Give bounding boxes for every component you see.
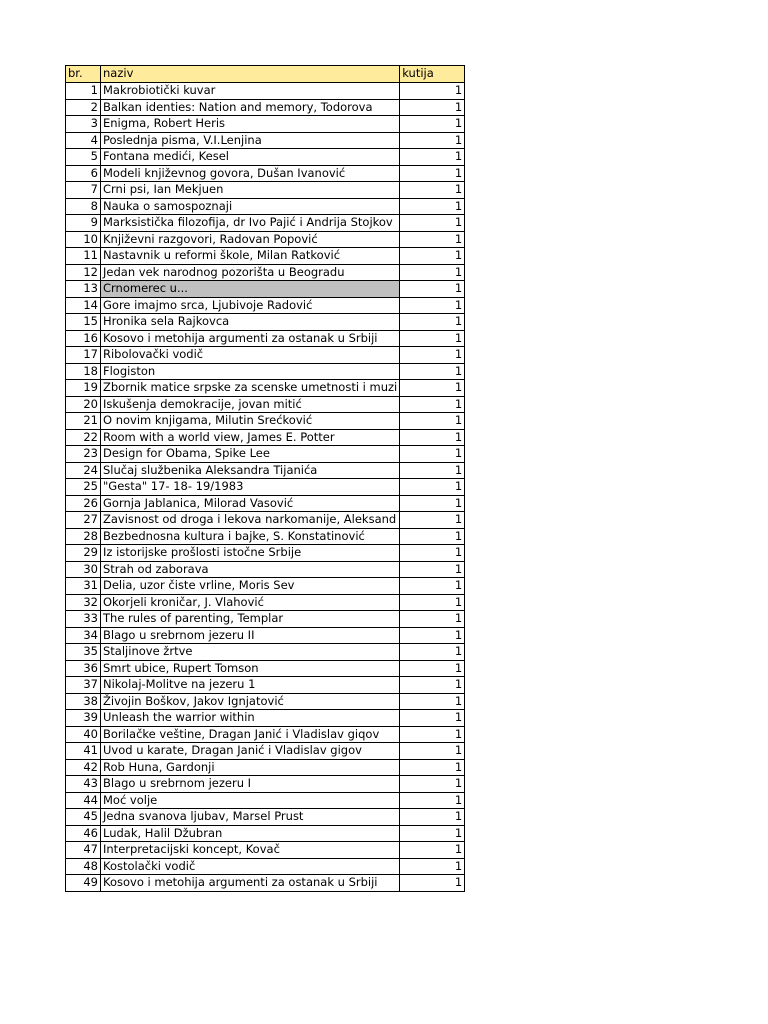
row-number-cell[interactable]: 25 [66, 479, 101, 496]
box-count-cell[interactable]: 1 [400, 875, 465, 892]
table-row [66, 561, 465, 578]
table-row [66, 627, 465, 644]
book-title-cell[interactable]: Crni psi, Ian Mekjuen [101, 182, 400, 199]
table-row [66, 215, 465, 232]
table-row [66, 264, 465, 281]
table-row [66, 380, 465, 397]
book-title-cell[interactable]: Iz istorijske prošlosti istočne Srbije [101, 545, 400, 562]
table-row [66, 132, 465, 149]
box-count-cell[interactable]: 1 [400, 611, 465, 628]
book-title-cell[interactable]: Nauka o samospoznaji [101, 198, 400, 215]
row-number-cell[interactable]: 20 [66, 396, 101, 413]
row-number-cell[interactable]: 18 [66, 363, 101, 380]
row-number-cell[interactable]: 45 [66, 809, 101, 826]
spreadsheet-table [65, 65, 465, 892]
row-number-cell[interactable]: 34 [66, 627, 101, 644]
row-number-cell[interactable]: 21 [66, 413, 101, 430]
box-count-cell[interactable]: 1 [400, 495, 465, 512]
table-row [66, 512, 465, 529]
column-header-title[interactable]: naziv [101, 66, 400, 83]
book-title-cell[interactable]: Balkan identies: Nation and memory, Todorova [101, 99, 400, 116]
box-count-cell[interactable]: 1 [400, 132, 465, 149]
table-row [66, 858, 465, 875]
book-title-cell[interactable]: Staljinove žrtve [101, 644, 400, 661]
table-row [66, 792, 465, 809]
table-header [66, 66, 465, 83]
box-count-cell[interactable]: 1 [400, 231, 465, 248]
row-number-cell[interactable]: 44 [66, 792, 101, 809]
row-number-cell[interactable]: 24 [66, 462, 101, 479]
book-title-cell[interactable]: "Gesta" 17- 18- 19/1983 [101, 479, 400, 496]
box-count-cell[interactable]: 1 [400, 264, 465, 281]
column-header-number[interactable]: br. [66, 66, 101, 83]
row-number-cell[interactable]: 49 [66, 875, 101, 892]
book-title-cell[interactable]: Design for Obama, Spike Lee [101, 446, 400, 463]
row-number-cell[interactable]: 12 [66, 264, 101, 281]
table-row [66, 677, 465, 694]
book-title-cell[interactable]: Unleash the warrior within [101, 710, 400, 727]
table-row [66, 314, 465, 331]
row-number-cell[interactable]: 27 [66, 512, 101, 529]
table-row [66, 363, 465, 380]
row-number-cell[interactable]: 31 [66, 578, 101, 595]
book-title-cell[interactable]: Blago u srebrnom jezeru II [101, 627, 400, 644]
box-count-cell[interactable]: 1 [400, 759, 465, 776]
book-title-cell[interactable]: Hronika sela Rajkovca [101, 314, 400, 331]
row-number-cell[interactable]: 26 [66, 495, 101, 512]
book-title-cell[interactable]: Uvod u karate, Dragan Janić i Vladislav gigov [101, 743, 400, 760]
box-count-cell[interactable]: 1 [400, 297, 465, 314]
row-number-cell[interactable]: 11 [66, 248, 101, 265]
table-row [66, 182, 465, 199]
book-title-cell[interactable]: Poslednja pisma, V.I.Lenjina [101, 132, 400, 149]
book-title-cell[interactable]: Borilačke veštine, Dragan Janić i Vladislav giqov [101, 726, 400, 743]
box-count-cell[interactable]: 1 [400, 561, 465, 578]
table-row [66, 495, 465, 512]
book-title-cell[interactable]: Okorjeli kroničar, J. Vlahović [101, 594, 400, 611]
row-number-cell[interactable]: 22 [66, 429, 101, 446]
row-number-cell[interactable]: 15 [66, 314, 101, 331]
book-title-cell[interactable]: Živojin Boškov, Jakov Ignjatović [101, 693, 400, 710]
row-number-cell[interactable]: 35 [66, 644, 101, 661]
book-title-cell[interactable]: Kostolački vodič [101, 858, 400, 875]
book-title-cell[interactable]: Room with a world view, James E. Potter [101, 429, 400, 446]
box-count-cell[interactable]: 1 [400, 726, 465, 743]
book-title-cell[interactable]: Smrt ubice, Rupert Tomson [101, 660, 400, 677]
column-header-box[interactable]: kutija [400, 66, 465, 83]
book-title-cell[interactable]: Strah od zaborava [101, 561, 400, 578]
table-row [66, 809, 465, 826]
table-row [66, 198, 465, 215]
row-number-cell[interactable]: 38 [66, 693, 101, 710]
row-number-cell[interactable]: 23 [66, 446, 101, 463]
row-number-cell[interactable]: 39 [66, 710, 101, 727]
box-count-cell[interactable]: 1 [400, 215, 465, 232]
box-count-cell[interactable]: 1 [400, 281, 465, 298]
box-count-cell[interactable]: 1 [400, 479, 465, 496]
row-number-cell[interactable]: 3 [66, 116, 101, 133]
table-row [66, 693, 465, 710]
box-count-cell[interactable]: 1 [400, 660, 465, 677]
table-row [66, 875, 465, 892]
row-number-cell[interactable]: 43 [66, 776, 101, 793]
row-number-cell[interactable]: 17 [66, 347, 101, 364]
row-number-cell[interactable]: 41 [66, 743, 101, 760]
row-number-cell[interactable]: 5 [66, 149, 101, 166]
book-title-cell[interactable]: Ludak, Halil Džubran [101, 825, 400, 842]
box-count-cell[interactable]: 1 [400, 776, 465, 793]
table-row [66, 644, 465, 661]
book-title-cell[interactable]: Modeli književnog govora, Dušan Ivanović [101, 165, 400, 182]
row-number-cell[interactable]: 40 [66, 726, 101, 743]
table-row [66, 413, 465, 430]
book-title-cell[interactable]: Rob Huna, Gardonji [101, 759, 400, 776]
table-row [66, 446, 465, 463]
box-count-cell[interactable]: 1 [400, 149, 465, 166]
table-row [66, 231, 465, 248]
table-row [66, 611, 465, 628]
table-row [66, 297, 465, 314]
row-number-cell[interactable]: 48 [66, 858, 101, 875]
book-title-cell[interactable]: Crnomerec u... [101, 281, 400, 298]
book-title-cell[interactable]: Nikolaj-Molitve na jezeru 1 [101, 677, 400, 694]
box-count-cell[interactable]: 1 [400, 743, 465, 760]
box-count-cell[interactable]: 1 [400, 165, 465, 182]
book-title-cell[interactable]: Marksistička filozofija, dr Ivo Pajić i Andrija Stojkov [101, 215, 400, 232]
row-number-cell[interactable]: 6 [66, 165, 101, 182]
box-count-cell[interactable]: 1 [400, 380, 465, 397]
box-count-cell[interactable]: 1 [400, 83, 465, 100]
row-number-cell[interactable]: 29 [66, 545, 101, 562]
box-count-cell[interactable]: 1 [400, 462, 465, 479]
box-count-cell[interactable]: 1 [400, 594, 465, 611]
table-row [66, 743, 465, 760]
row-number-cell[interactable]: 32 [66, 594, 101, 611]
box-count-cell[interactable]: 1 [400, 512, 465, 529]
box-count-cell[interactable]: 1 [400, 528, 465, 545]
table-row [66, 776, 465, 793]
book-title-cell[interactable]: Moć volje [101, 792, 400, 809]
table-row [66, 710, 465, 727]
book-title-cell[interactable]: Jedan vek narodnog pozorišta u Beogradu [101, 264, 400, 281]
table-row [66, 281, 465, 298]
table-row [66, 99, 465, 116]
row-number-cell[interactable]: 42 [66, 759, 101, 776]
table-body [66, 83, 465, 892]
row-number-cell[interactable]: 13 [66, 281, 101, 298]
book-title-cell[interactable]: Iskušenja demokracije, jovan mitić [101, 396, 400, 413]
book-title-cell[interactable]: Zavisnost od droga i lekova narkomanije, Aleksand [101, 512, 400, 529]
box-count-cell[interactable]: 1 [400, 363, 465, 380]
row-number-cell[interactable]: 47 [66, 842, 101, 859]
row-number-cell[interactable]: 46 [66, 825, 101, 842]
table-row [66, 462, 465, 479]
table-row [66, 545, 465, 562]
book-title-cell[interactable]: Zbornik matice srpske za scenske umetnosti i muzi [101, 380, 400, 397]
box-count-cell[interactable]: 1 [400, 792, 465, 809]
box-count-cell[interactable]: 1 [400, 248, 465, 265]
book-title-cell[interactable]: Bezbednosna kultura i bajke, S. Konstatinović [101, 528, 400, 545]
table-row [66, 429, 465, 446]
book-title-cell[interactable]: Gore imajmo srca, Ljubivoje Radović [101, 297, 400, 314]
table-row [66, 660, 465, 677]
box-count-cell[interactable]: 1 [400, 545, 465, 562]
box-count-cell[interactable]: 1 [400, 314, 465, 331]
row-number-cell[interactable]: 4 [66, 132, 101, 149]
row-number-cell[interactable]: 30 [66, 561, 101, 578]
table-row [66, 759, 465, 776]
book-title-cell[interactable]: Fontana medići, Kesel [101, 149, 400, 166]
box-count-cell[interactable]: 1 [400, 198, 465, 215]
header-row [66, 66, 465, 83]
box-count-cell[interactable]: 1 [400, 429, 465, 446]
box-count-cell[interactable]: 1 [400, 644, 465, 661]
table-row [66, 594, 465, 611]
box-count-cell[interactable]: 1 [400, 710, 465, 727]
book-title-cell[interactable]: Gornja Jablanica, Milorad Vasović [101, 495, 400, 512]
box-count-cell[interactable]: 1 [400, 809, 465, 826]
book-title-cell[interactable]: Kosovo i metohija argumenti za ostanak u Srbiji [101, 330, 400, 347]
table-row [66, 116, 465, 133]
box-count-cell[interactable]: 1 [400, 825, 465, 842]
box-count-cell[interactable]: 1 [400, 99, 465, 116]
table-row [66, 165, 465, 182]
box-count-cell[interactable]: 1 [400, 347, 465, 364]
book-title-cell[interactable]: Jedna svanova ljubav, Marsel Prust [101, 809, 400, 826]
row-number-cell[interactable]: 33 [66, 611, 101, 628]
row-number-cell[interactable]: 8 [66, 198, 101, 215]
row-number-cell[interactable]: 37 [66, 677, 101, 694]
table-row [66, 825, 465, 842]
table-row [66, 396, 465, 413]
book-title-cell[interactable]: Ribolovački vodič [101, 347, 400, 364]
table-row [66, 479, 465, 496]
box-count-cell[interactable]: 1 [400, 116, 465, 133]
row-number-cell[interactable]: 1 [66, 83, 101, 100]
row-number-cell[interactable]: 28 [66, 528, 101, 545]
book-title-cell[interactable]: Književni razgovori, Radovan Popović [101, 231, 400, 248]
row-number-cell[interactable]: 9 [66, 215, 101, 232]
table-row [66, 248, 465, 265]
table-row [66, 330, 465, 347]
table-row [66, 528, 465, 545]
book-title-cell[interactable]: The rules of parenting, Templar [101, 611, 400, 628]
box-count-cell[interactable]: 1 [400, 677, 465, 694]
box-count-cell[interactable]: 1 [400, 330, 465, 347]
box-count-cell[interactable]: 1 [400, 396, 465, 413]
table-row [66, 578, 465, 595]
book-title-cell[interactable]: Slučaj službenika Aleksandra Tijanića [101, 462, 400, 479]
row-number-cell[interactable]: 14 [66, 297, 101, 314]
row-number-cell[interactable]: 2 [66, 99, 101, 116]
table-row [66, 842, 465, 859]
table-row [66, 347, 465, 364]
row-number-cell[interactable]: 36 [66, 660, 101, 677]
row-number-cell[interactable]: 10 [66, 231, 101, 248]
box-count-cell[interactable]: 1 [400, 182, 465, 199]
book-title-cell[interactable]: Blago u srebrnom jezeru I [101, 776, 400, 793]
box-count-cell[interactable]: 1 [400, 627, 465, 644]
book-title-cell[interactable]: O novim knjigama, Milutin Srećković [101, 413, 400, 430]
book-title-cell[interactable]: Nastavnik u reformi škole, Milan Ratković [101, 248, 400, 265]
box-count-cell[interactable]: 1 [400, 413, 465, 430]
box-count-cell[interactable]: 1 [400, 693, 465, 710]
table-row [66, 726, 465, 743]
book-title-cell[interactable]: Makrobiotički kuvar [101, 83, 400, 100]
book-title-cell[interactable]: Interpretacijski koncept, Kovač [101, 842, 400, 859]
book-title-cell[interactable]: Flogiston [101, 363, 400, 380]
row-number-cell[interactable]: 16 [66, 330, 101, 347]
book-title-cell[interactable]: Enigma, Robert Heris [101, 116, 400, 133]
row-number-cell[interactable]: 7 [66, 182, 101, 199]
book-title-cell[interactable]: Kosovo i metohija argumenti za ostanak u Srbiji [101, 875, 400, 892]
box-count-cell[interactable]: 1 [400, 842, 465, 859]
table-row [66, 149, 465, 166]
row-number-cell[interactable]: 19 [66, 380, 101, 397]
book-title-cell[interactable]: Delia, uzor čiste vrline, Moris Sev [101, 578, 400, 595]
box-count-cell[interactable]: 1 [400, 858, 465, 875]
box-count-cell[interactable]: 1 [400, 446, 465, 463]
table-row [66, 83, 465, 100]
box-count-cell[interactable]: 1 [400, 578, 465, 595]
